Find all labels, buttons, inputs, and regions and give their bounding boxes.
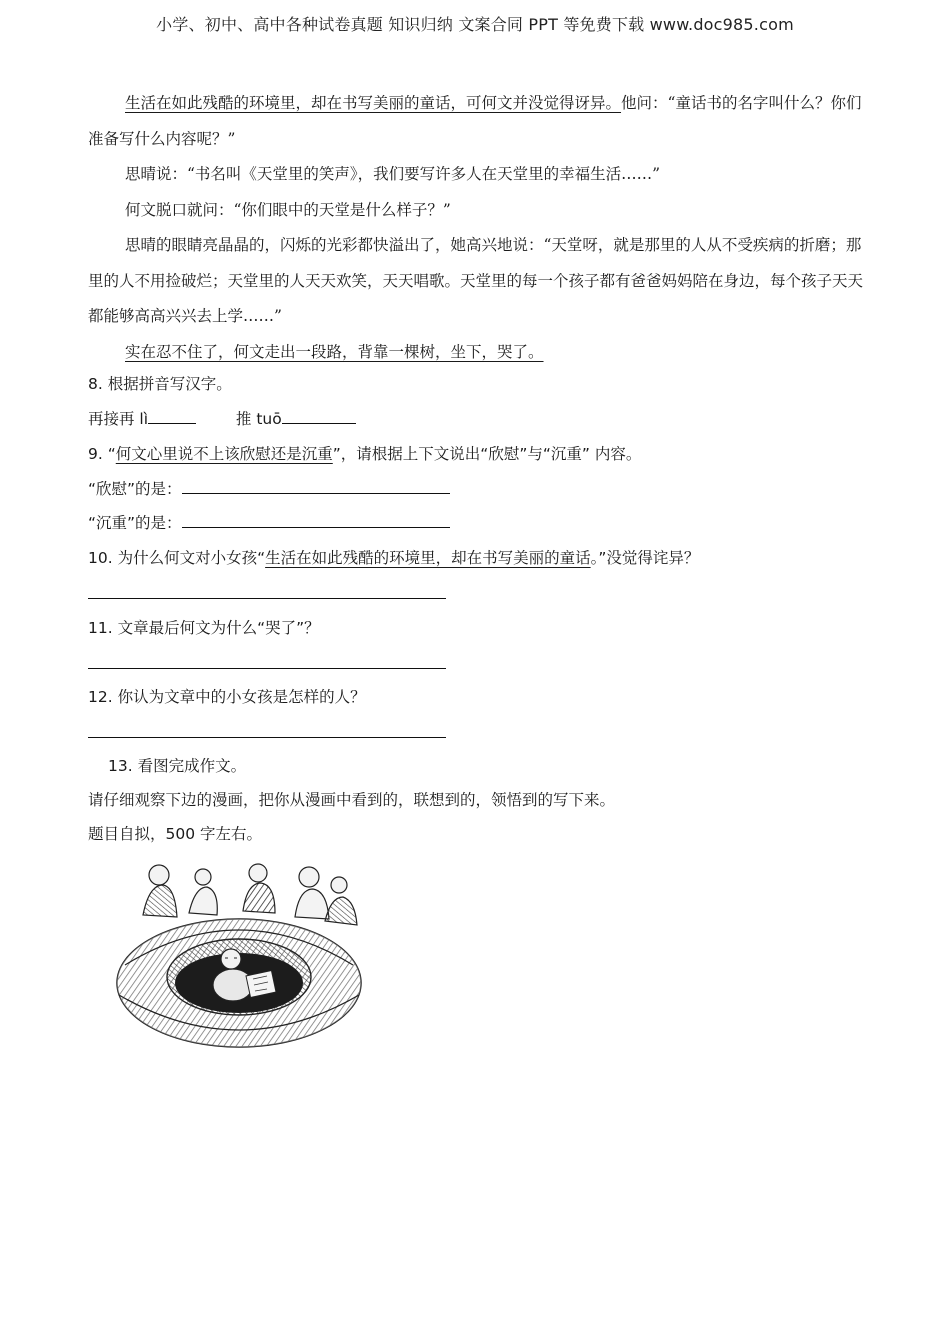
answer-blank[interactable] bbox=[182, 477, 450, 494]
question-9-answer-2: “沉重”的是： bbox=[88, 511, 878, 535]
cartoon-illustration bbox=[113, 855, 375, 1051]
answer-line[interactable] bbox=[88, 737, 446, 738]
answer-blank[interactable] bbox=[148, 407, 196, 424]
question-9-answer-1: “欣慰”的是： bbox=[88, 477, 878, 501]
pinyin-item-2: 推 tuō bbox=[235, 410, 282, 428]
question-11: 11. 文章最后何文为什么“哭了”？ bbox=[88, 619, 320, 637]
story-paragraph-3: 何文脱口就问：“你们眼中的天堂是什么样子？” bbox=[125, 200, 451, 219]
question-10: 10. 为什么何文对小女孩“生活在如此残酷的环境里，却在书写美丽的童话。”没觉得诧异？ bbox=[88, 549, 700, 567]
pinyin-item-1: 再接再 lì bbox=[88, 410, 149, 428]
story-paragraph-1: 生活在如此残酷的环境里，却在书写美丽的童话，可何文并没觉得讶异。他问：“童话书的名字叫什么？你们准备写什么内容呢？” bbox=[88, 94, 862, 148]
story-paragraph-4: 思晴的眼睛亮晶晶的，闪烁的光彩都快溢出了，她高兴地说：“天堂呀，就是那里的人从不受疾病的折磨；那里的人不用捡破烂；天堂里的人天天欢笑，天天唱歌。天堂里的每一个孩子都有爸爸妈妈陪在身边，每个孩子天天都能够高高兴兴去上学……” bbox=[88, 236, 864, 325]
underlined-quote: 生活在如此残酷的环境里，却在书写美丽的童话 bbox=[265, 549, 591, 567]
page-header: 小学、初中、高中各种试卷真题 知识归纳 文案合同 PPT 等免费下载 www.doc985.com bbox=[156, 15, 794, 34]
question-13-requirement: 题目自拟，500 字左右。 bbox=[88, 825, 263, 843]
story-paragraph-2: 思晴说：“书名叫《天堂里的笑声》，我们要写许多人在天堂里的幸福生活……” bbox=[125, 165, 661, 183]
question-13-title: 13. 看图完成作文。 bbox=[108, 757, 247, 775]
underlined-quote: 何文心里说不上该欣慰还是沉重 bbox=[115, 445, 333, 463]
answer-blank[interactable] bbox=[182, 511, 450, 528]
question-8-items bbox=[88, 407, 878, 431]
answer-line[interactable] bbox=[88, 598, 446, 599]
answer-line[interactable] bbox=[88, 668, 446, 669]
underlined-sentence: 实在忍不住了，何文走出一段路，背靠一棵树，坐下，哭了。 bbox=[125, 342, 544, 361]
story-passage bbox=[88, 86, 864, 370]
question-9: 9. “何文心里说不上该欣慰还是沉重”，请根据上下文说出“欣慰”与“沉重” 内容。 bbox=[88, 445, 642, 463]
question-13-instruction: 请仔细观察下边的漫画，把你从漫画中看到的，联想到的，领悟到的写下来。 bbox=[88, 791, 616, 809]
underlined-sentence: 生活在如此残酷的环境里，却在书写美丽的童话，可何文并没觉得讶异。 bbox=[125, 94, 622, 112]
question-8-title: 8. 根据拼音写汉字。 bbox=[88, 375, 232, 393]
answer-blank[interactable] bbox=[282, 407, 356, 424]
story-paragraph-5 bbox=[88, 335, 864, 371]
question-12: 12. 你认为文章中的小女孩是怎样的人？ bbox=[88, 688, 366, 706]
